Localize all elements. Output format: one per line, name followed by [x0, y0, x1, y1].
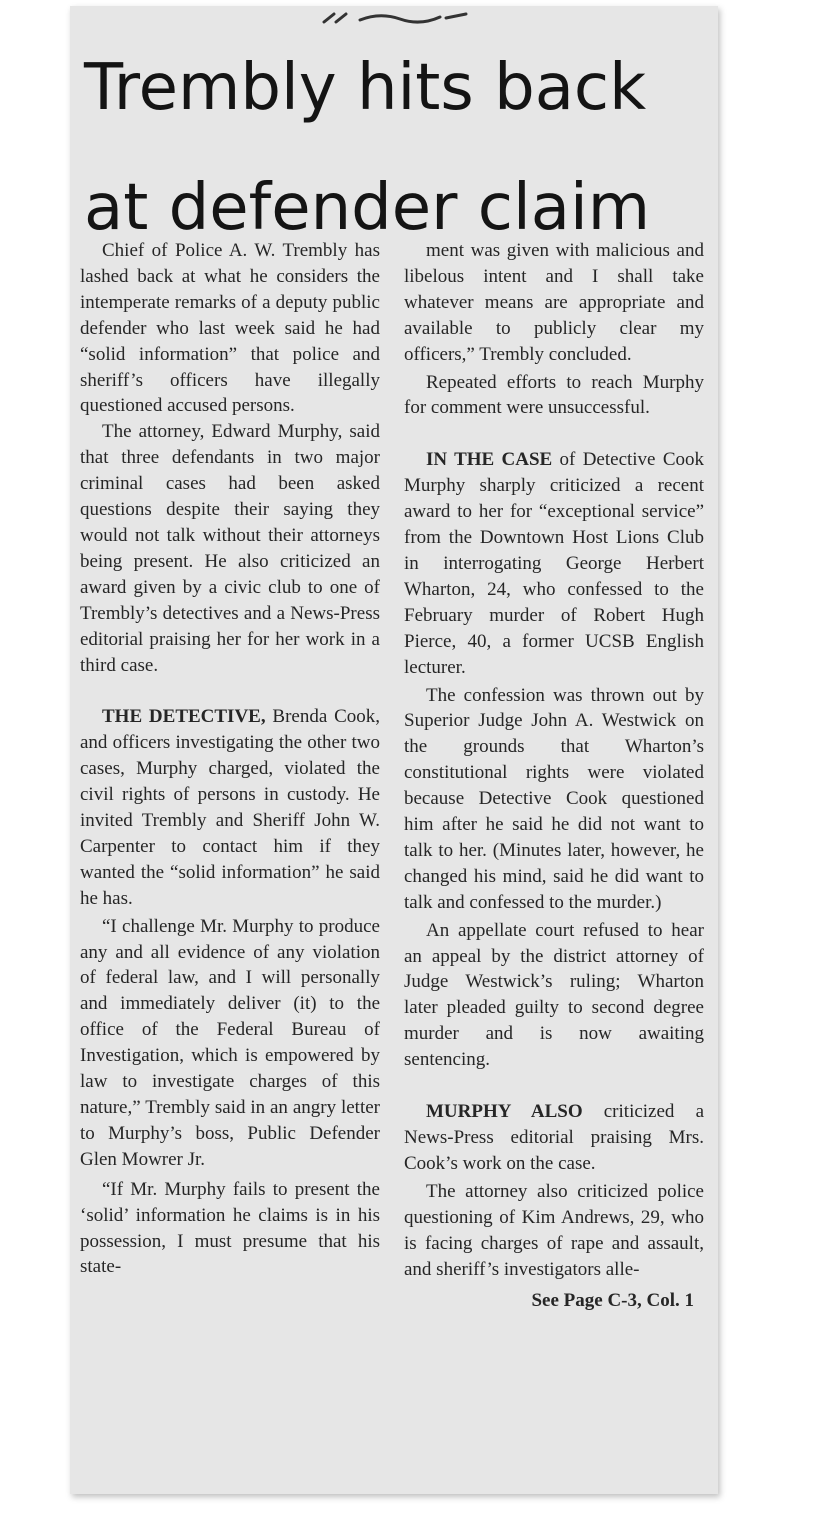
headline-line-2: at defender claim	[84, 171, 651, 245]
paragraph	[404, 918, 704, 1073]
paragraph	[404, 238, 704, 368]
paragraph-text: criticized a News-Press editorial praising Mrs. Cook’s work on the case.	[404, 1101, 704, 1174]
paragraph-lead: IN THE CASE	[426, 449, 553, 471]
paragraph	[404, 1179, 704, 1283]
paragraph-text: ment was given with malicious and libelous intent and I shall take whatever means are appropriate and available to publicly clear my officers,” Trembly concluded.	[404, 240, 704, 365]
paragraph-text: The attorney, Edward Murphy, said that three defendants in two major criminal cases had been asked questions despite their saying they would not talk without their attorneys being present. He also criticized an award given by a civic club to one of Trembly’s detectives and a News-Press editorial praising her for her work in a third case.	[80, 421, 380, 676]
paragraph-text: Chief of Police A. W. Trembly has lashed back at what he considers the intemperate remarks of a deputy public defender who last week said he had “solid information” that police and sheriff’s officers have illegally questioned accused persons.	[80, 240, 380, 417]
paragraph	[80, 1177, 380, 1281]
paragraph-text: Brenda Cook, and officers investigating the other two cases, Murphy charged, violated the civil rights of persons in custody. He invited Trembly and Sheriff John W. Carpenter to contact him if they wanted the “solid information” he said he has.	[80, 706, 381, 909]
paragraph-text: The confession was thrown out by Superior Judge John A. Westwick on the grounds that Wharton’s constitutional rights were violated because Detective Cook questioned him after he said he did not want to talk to her. (Minutes later, however, he changed his mind, said he did want to talk and confessed to the murder.)	[404, 684, 704, 913]
paragraph	[80, 419, 380, 678]
paragraph	[404, 1099, 704, 1177]
paragraph	[404, 370, 704, 422]
headline-line-1: Trembly hits back	[84, 51, 647, 125]
paragraph-text: Repeated efforts to reach Murphy for comment were unsuccessful.	[404, 371, 704, 419]
pen-scribble-mark	[320, 10, 470, 28]
paragraph-lead: MURPHY ALSO	[426, 1101, 583, 1123]
paragraph-text: An appellate court refused to hear an appeal by the district attorney of Judge Westwick’s ruling; Wharton later pleaded guilty to second degree murder and is now awaiting sentencing.	[404, 919, 704, 1071]
paragraph-text: of Detective Cook Murphy sharply criticized a recent award to her for “exceptional service” from the Downtown Host Lions Club in interrogating George Herbert Wharton, 24, who confessed to the February murder of Robert Hugh Pierce, 40, a former UCSB English lecturer.	[404, 449, 704, 678]
paragraph-text: “I challenge Mr. Murphy to produce any and all evidence of any violation of federal law, and I will personally and immediately deliver (it) to the office of the Federal Bureau of Investigation, which is empowered by law to investigate charges of this nature,” Trembly said in an angry letter to Murphy’s boss, Public Defender Glen Mowrer Jr.	[80, 915, 380, 1170]
article-column-left	[80, 238, 380, 1280]
paragraph	[404, 447, 704, 680]
paragraph	[80, 914, 380, 1173]
paragraph-lead: THE DETECTIVE,	[102, 706, 266, 728]
paragraph	[80, 238, 380, 419]
paragraph-text: The attorney also criticized police questioning of Kim Andrews, 29, who is facing charges of rape and assault, and sheriff’s investigators alle-	[404, 1180, 704, 1280]
continuation-note: See Page C-3, Col. 1	[531, 1290, 694, 1312]
paragraph	[404, 683, 704, 916]
headline	[84, 28, 704, 268]
paragraph-text: “If Mr. Murphy fails to present the ‘solid’ information he claims is in his possession, I must presume that his state-	[80, 1178, 380, 1278]
article-column-right	[404, 238, 704, 1314]
paragraph	[80, 704, 380, 911]
newspaper-clipping	[70, 6, 718, 1494]
